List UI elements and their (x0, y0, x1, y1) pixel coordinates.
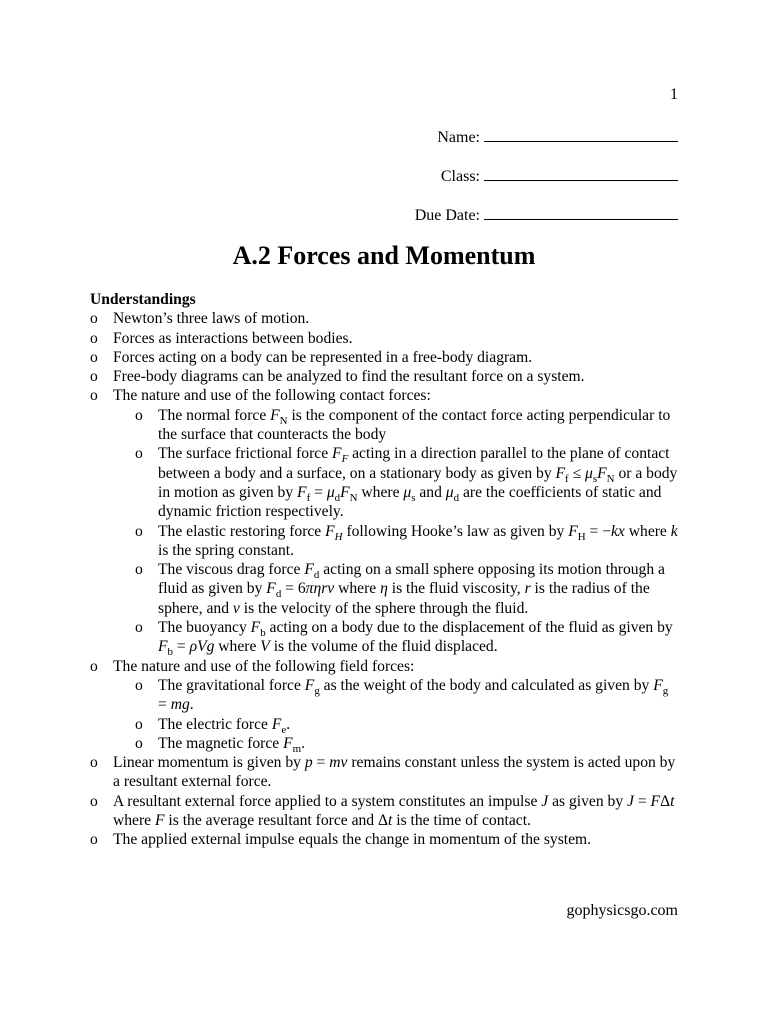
list-item: o Forces as interactions between bodies. (90, 329, 680, 348)
name-label: Name: (437, 129, 480, 146)
list-item: o The applied external impulse equals the change in momentum of the system. (90, 830, 680, 849)
list-item-gravitational-force: o The gravitational force $F_g$ as the weight of the body and calculated as given by $F_g$ = mg. (135, 676, 680, 715)
list-item-electric-force: o The electric force $F_e$. (135, 715, 680, 734)
list-item: o Forces acting on a body can be represented in a free-body diagram. (90, 348, 680, 367)
list-item: o Newton’s three laws of motion. (90, 309, 680, 328)
page-number: 1 (670, 86, 678, 103)
understandings-section (90, 290, 680, 850)
due-date-label: Due Date: (414, 207, 480, 224)
list-item-elastic-force: o The elastic restoring force $F_H$ following Hooke’s law as given by $F_H = -kx$ where k is the spring constant. (135, 522, 680, 561)
list-item-linear-momentum: o Linear momentum is given by p = mv remains constant unless the system is acted upon by a resultant external force. (90, 753, 680, 792)
contact-forces-list (135, 406, 680, 657)
list-item-friction-force: o The surface frictional force $F_F$ acting in a direction parallel to the plane of contact between a body and a surface, on a stationary body as given by $F_f \le \mu_sF_N$ or a body in motion as given by $F_f = \mu_dF_N$ where $\mu_s$ and $\mu_d$ are the coefficients of static and dynamic friction respectively. (135, 444, 680, 521)
list-item (90, 657, 680, 753)
field-forces-heading: The nature and use of the following field forces: (113, 657, 415, 675)
document-title: A.2 Forces and Momentum (232, 241, 536, 270)
due-date-blank[interactable] (484, 205, 678, 220)
class-blank[interactable] (484, 166, 678, 181)
section-heading: Understandings (90, 291, 196, 308)
list-item-magnetic-force: o The magnetic force $F_m$. (135, 734, 680, 753)
list-item: o Free-body diagrams can be analyzed to find the resultant force on a system. (90, 367, 680, 386)
list-item-buoyancy: o The buoyancy $F_b$ acting on a body due to the displacement of the fluid as given by $F_b = \rho Vg$ where V is the volume of the fluid displaced. (135, 618, 680, 657)
contact-forces-heading: The nature and use of the following contact forces: (113, 387, 431, 405)
list-item-impulse: o A resultant external force applied to a system constitutes an impulse J as given by J = FΔt where F is the average resultant force and Δt is the time of contact. (90, 792, 680, 831)
understandings-list (90, 309, 680, 849)
name-blank[interactable] (484, 127, 678, 142)
class-label: Class: (440, 168, 480, 185)
class-field[interactable] (441, 166, 678, 186)
list-item-drag-force: o The viscous drag force $F_d$ acting on a small sphere opposing its motion through a fluid as given by $F_d = 6\pi\eta rv$ where η is the fluid viscosity, r is the radius of the sphere, and v is the velocity of the sphere through the fluid. (135, 560, 680, 618)
due-date-field[interactable] (415, 205, 678, 225)
footer-website: gophysicsgo.com (566, 902, 678, 919)
field-forces-list (135, 676, 680, 753)
name-field[interactable] (437, 127, 678, 147)
list-item (90, 386, 680, 659)
list-item-normal-force: o The normal force $F_N$ is the component of the contact force acting perpendicular to the surface that counteracts the body (135, 406, 680, 445)
